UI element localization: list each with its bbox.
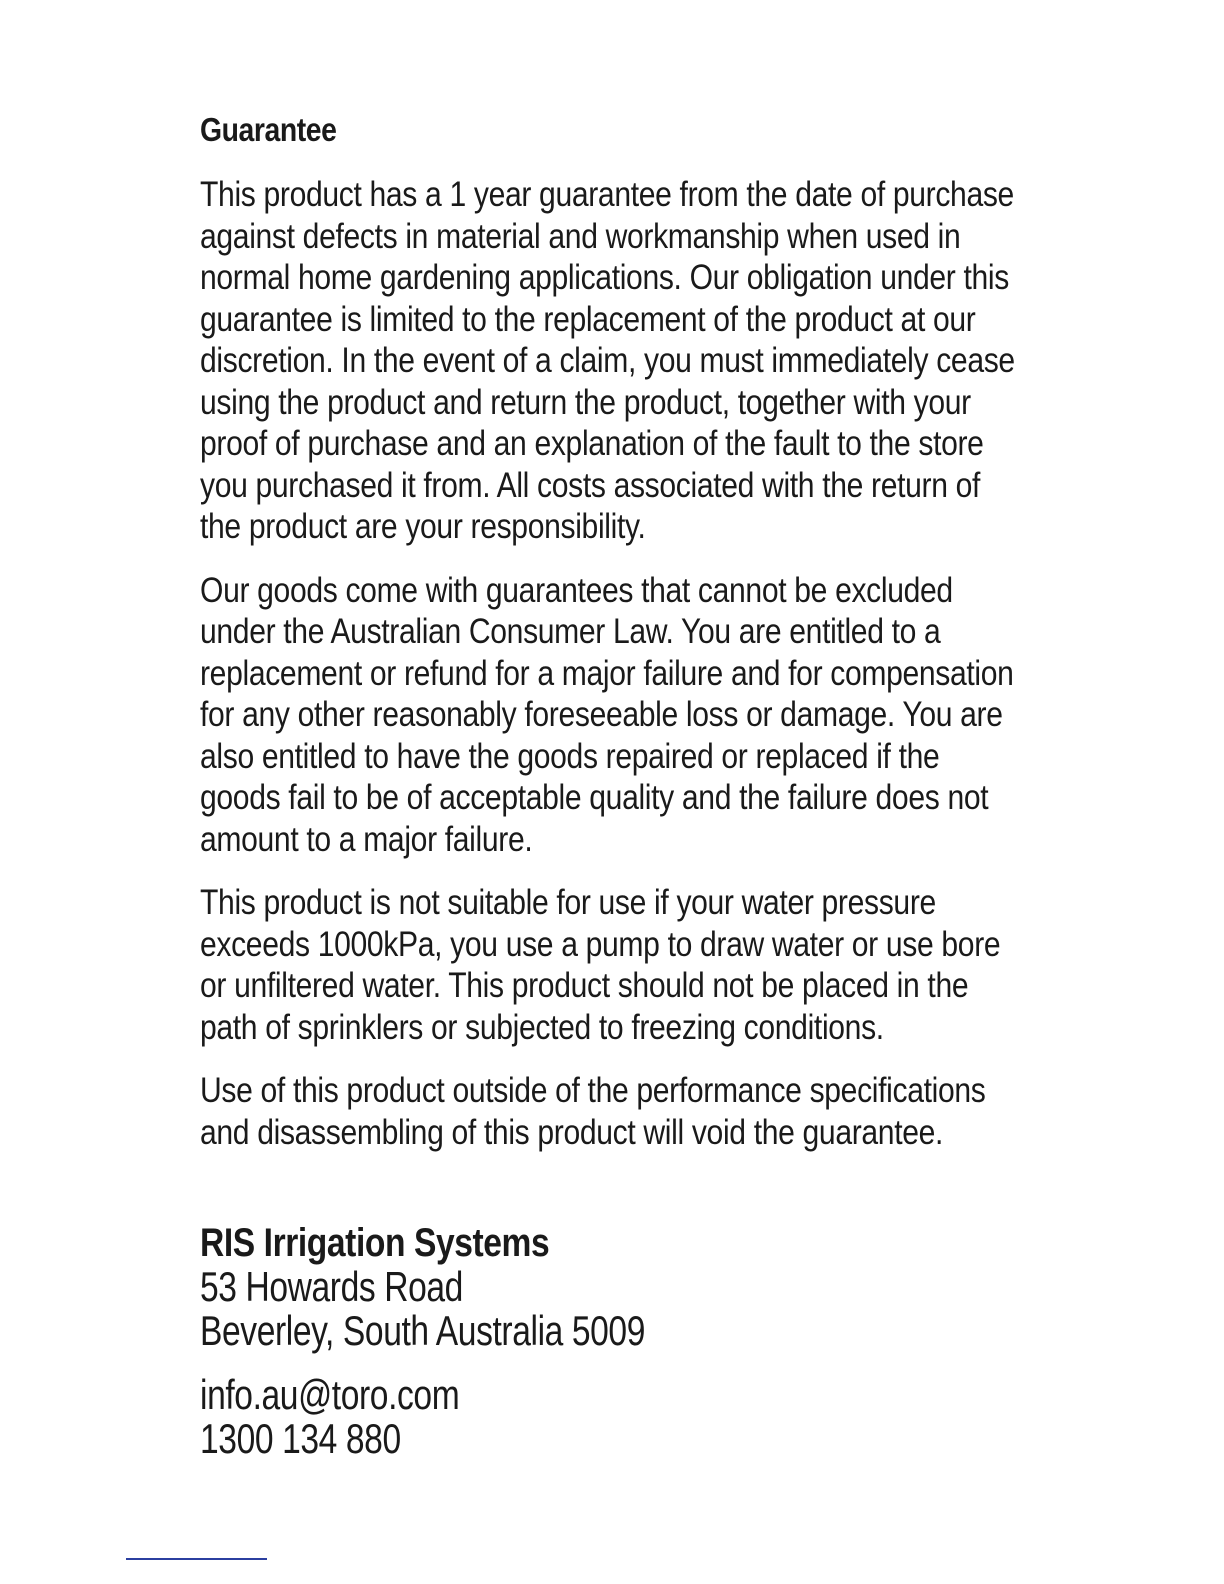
company-address-line1: 53 Howards Road (200, 1263, 463, 1310)
guarantee-paragraph-void: Use of this product outside of the performance specifications and disassembling of this product will void the guarantee. (200, 1071, 986, 1152)
guarantee-page (200, 108, 1020, 1461)
company-email: info.au@toro.com (200, 1371, 460, 1418)
company-phone: 1300 134 880 (200, 1415, 401, 1462)
footer-divider (126, 1558, 267, 1560)
company-address-line2: Beverley, South Australia 5009 (200, 1307, 645, 1354)
company-name: RIS Irrigation Systems (200, 1221, 550, 1265)
guarantee-heading: Guarantee (200, 111, 337, 148)
contact-block (200, 1373, 1020, 1461)
guarantee-paragraph-suitability: This product is not suitable for use if your water pressure exceeds 1000kPa, you use a pump to draw water or use bore or unfiltered water. This product should not be placed in the path of sprinklers or subjected to freezing conditions. (200, 883, 1001, 1047)
guarantee-paragraph-consumer-law: Our goods come with guarantees that cannot be excluded under the Australian Consumer Law. You are entitled to a replacement or refund for a major failure and for compensation for any other reasonably foreseeable loss or damage. You are also entitled to have the goods repaired or replaced if the goods fail to be of acceptable quality and the failure does not amount to a major failure. (200, 570, 1014, 859)
section-spacer (200, 1175, 1020, 1221)
guarantee-paragraph-terms: This product has a 1 year guarantee from the date of purchase against defects in material and workmanship when used in normal home gardening applications. Our obligation under this guarantee is limited to the replacement of the product at our discretion. In the event of a claim, you must immediately cease using the product and return the product, together with your proof of purchase and an explanation of the fault to the store you purchased it from. All costs associated with the return of the product are your responsibility. (200, 175, 1015, 546)
